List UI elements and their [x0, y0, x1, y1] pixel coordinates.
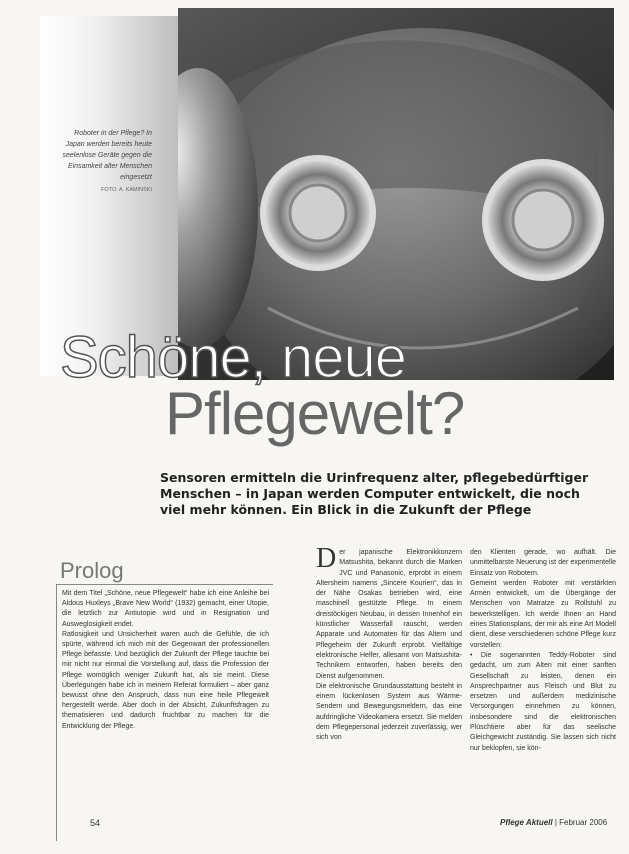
- prolog-text: Mit dem Titel „Schöne, neue Pflegewelt“ habe ich eine Anleihe bei Aldous Huxleys „Brave New World“ (1932) gemacht, einer Utopie, die letztlich zur Antiutopie wird und in Resignation und Ausweglosigkeit endet. Ratlosigkeit und Unsicherheit waren auch die Gefühle, die ich spürte, während ich mich mit der Gegenwart der professionellen Pflege befasste. Und bezüglich der Zukunft der Pflege tauchte bei mir nicht nur einmal die Vorstellung auf, dass die Profession der Pflege womöglich weniger Zukunft hat, als sie meint. Diese Überlegungen habe ich in meinem Referat formuliert – aber ganz bewusst ohne den Anspruch, dass nun eine heile Pflegewelt hergestellt werde. Aber doch in der Absicht, Zukunftsfragen zu thematisieren und dadurch fruchtbar zu machen für die Entwicklung der Pflege.: [62, 590, 269, 730]
- article-column-1: [316, 543, 462, 744]
- column-1-text: er japanische Elektronikkonzern Matsushita, bekannt durch die Marken JVC und Panasonic, erprobt in einem Altersheim namens „Sincere Kourien“, das in der Nähe Osakas betrieben wird, eine maschinell gestützte Pflege. In einem dreistöckigen Neubau, in dessen Innenhof ein künstlicher Wasserfall rauscht, werden Apparate und Automaten für das Altern und Pflegeheim der Zukunft erprobt. Vielfältige elektronische Helfer, allesamt von Matsushita-Technikern entworfen, haben bereits den Dienst aufgenommen. Die elektronische Grundausstattung besteht in einem lückenlosen System aus Wärme-Sendern und Bewegungsmeldern, das eine aufdringliche Videokamera ersetzt. Sie melden dem Pflegepersonal jederzeit zuverlässig, wer sich von: [316, 549, 462, 742]
- prolog-title: Prolog: [60, 558, 124, 583]
- drop-cap: D: [316, 543, 337, 574]
- page-number: 54: [90, 818, 101, 828]
- headline-line-2: Pflegewelt?: [165, 380, 465, 447]
- footer-magazine: Pflege Aktuell | Februar 2006: [500, 818, 608, 827]
- photo-caption: [60, 128, 152, 196]
- photo-credit: FOTO: A. KAMINSKI: [101, 187, 152, 193]
- article-column-2: [470, 548, 616, 754]
- column-2-text: den Klienten gerade, wo aufhält. Die unmittelbarste Neuerung ist der experimentelle Einsatz von Robotern. Gemeint werden Roboter mit verstärkten Armen entwickelt, um die Übergänge der Menschen von Matratze zu Rollstuhl zu bewerkstelligen. Ich werde Ihnen an Hand eines Stationsplans, der mir als eine Art Modell dient, diese verschiedenen schöne Pflege kurz vorstellen: • Die sogenannten Teddy-Roboter sind gedacht, um zum Alten mit einer sanften Gesellschaft zu leisten, denen ein Ansprechpartner aus Fleisch und Blut zu ersetzen und außerdem medizinische Versorgungen einnehmen zu können, insbesondere sind die elektronischen Plüschtiere aber für das seelische Gleichgewicht zuständig. Sie lassen sich nicht nur beklopfen, sie kön-: [470, 549, 616, 752]
- photo-caption-text: Roboter in der Pflege? In Japan werden bereits heute seelenlose Geräte gegen die Einsamkeit alter Menschen eingesetzt: [62, 130, 152, 181]
- headline-line-1: Schöne, neue: [60, 325, 406, 390]
- magazine-issue: Februar 2006: [559, 818, 608, 827]
- article-dek: Sensoren ermitteln die Urinfrequenz alter, pflegebedürftiger Menschen – in Japan werden Computer entwickelt, die noch viel mehr können. Ein Blick in die Zukunft der Pflege: [160, 470, 589, 517]
- magazine-name: Pflege Aktuell: [500, 818, 553, 827]
